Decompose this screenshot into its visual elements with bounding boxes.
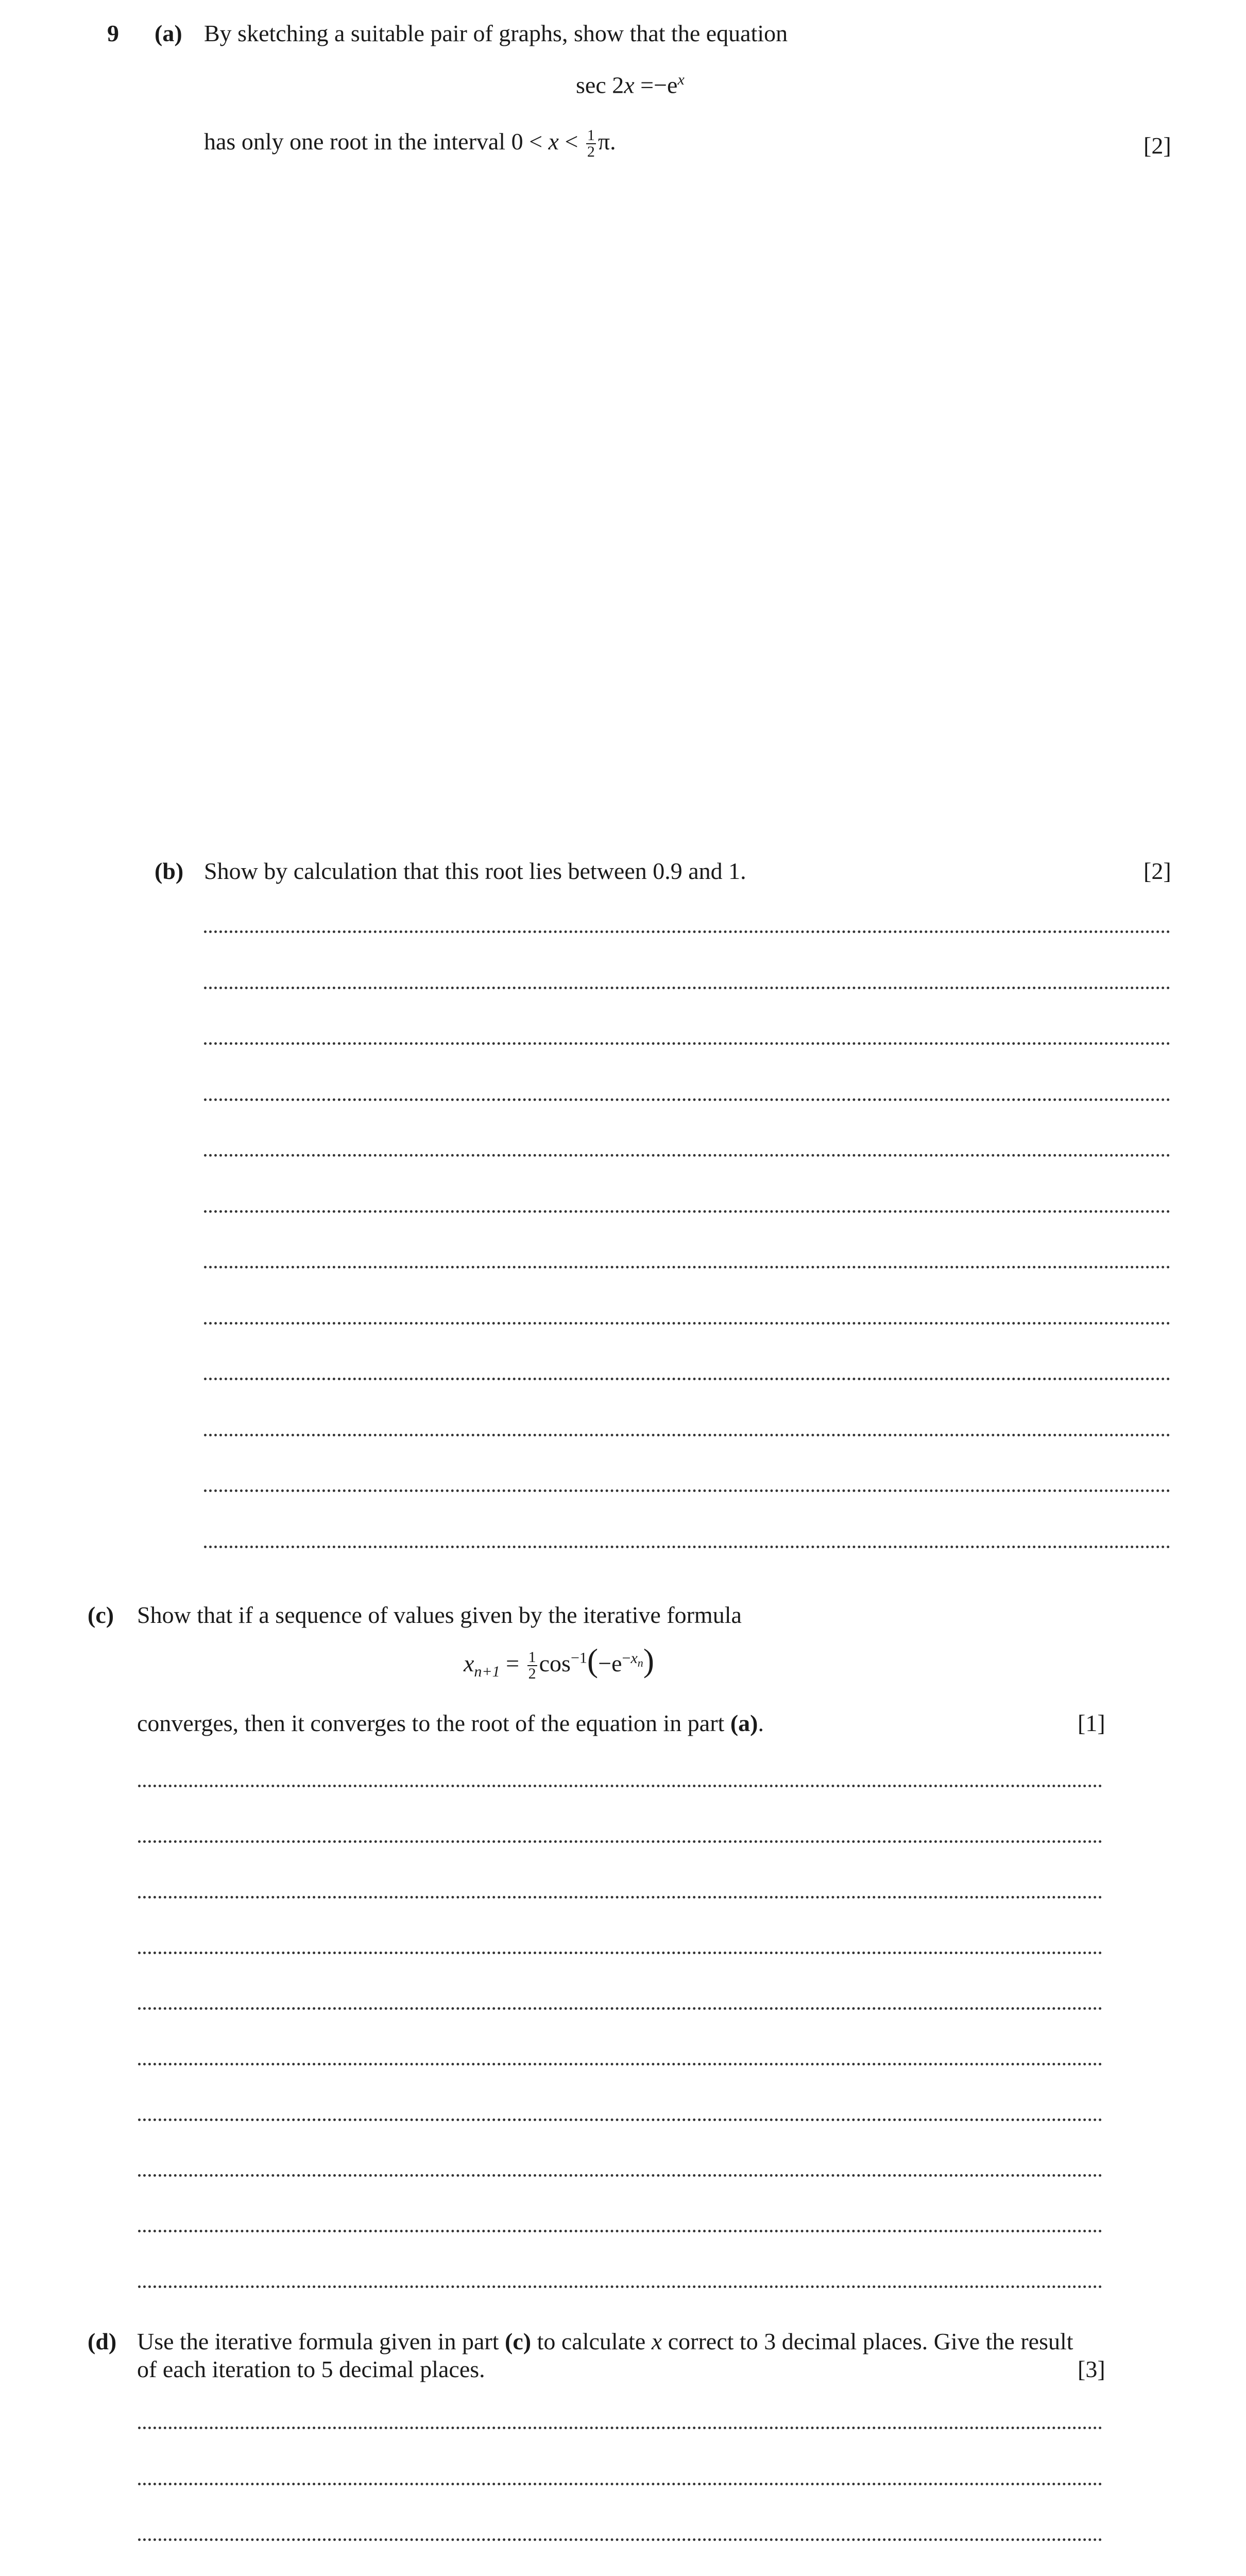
statement-var: x: [548, 128, 559, 155]
part-d-label: (d): [88, 2328, 117, 2354]
answer-line[interactable]: [138, 2483, 1102, 2485]
formula-fraction-numerator: 1: [528, 1649, 536, 1666]
formula-sub: n+1: [474, 1663, 500, 1681]
answer-line[interactable]: [204, 1434, 1170, 1436]
answer-line[interactable]: [204, 1546, 1170, 1548]
sketch-workspace[interactable]: [204, 175, 1172, 835]
part-a-equation: [576, 71, 685, 98]
part-c-text2-post: .: [758, 1710, 764, 1736]
statement-fraction: [586, 128, 596, 160]
formula-paren-open: (: [587, 1642, 599, 1679]
formula-inner: −e: [598, 1650, 622, 1676]
answer-line[interactable]: [138, 1896, 1102, 1899]
answer-line[interactable]: [138, 2119, 1102, 2121]
answer-line[interactable]: [138, 2063, 1102, 2065]
answer-line[interactable]: [204, 1098, 1170, 1101]
formula-cos: cos: [539, 1650, 571, 1676]
part-d-marks: [3]: [1078, 2356, 1105, 2382]
part-a-label: (a): [155, 20, 182, 46]
part-d-line1-var: x: [651, 2328, 662, 2354]
answer-line[interactable]: [204, 1322, 1170, 1325]
part-b-marks: [2]: [1143, 858, 1171, 884]
part-c-text2-pre: converges, then it converges to the root of the equation in part: [137, 1710, 725, 1736]
statement-pre: has only one root in the interval 0 <: [204, 128, 543, 155]
part-b-text: Show by calculation that this root lies between 0.9 and 1.: [204, 858, 746, 884]
formula-inner-exp-var: x: [630, 1649, 638, 1667]
fraction-denominator: 2: [587, 143, 595, 161]
part-c-text: Show that if a sequence of values given by the iterative formula: [137, 1602, 742, 1628]
answer-line[interactable]: [204, 1042, 1170, 1045]
part-a-marks: [2]: [1143, 132, 1171, 159]
part-b-label: (b): [155, 858, 184, 884]
part-c-text2-ref: (a): [730, 1710, 758, 1736]
answer-line[interactable]: [138, 1785, 1102, 1787]
part-d-line2: of each iteration to 5 decimal places.: [137, 2356, 485, 2382]
answer-line[interactable]: [204, 1266, 1170, 1268]
answer-line[interactable]: [204, 930, 1170, 933]
answer-line[interactable]: [204, 1210, 1170, 1213]
answer-line[interactable]: [138, 2427, 1102, 2429]
formula-eq: =: [500, 1650, 525, 1676]
formula-inner-exp-sub: n: [637, 1656, 643, 1669]
answer-line[interactable]: [138, 2538, 1102, 2541]
answer-line[interactable]: [204, 1154, 1170, 1157]
part-c-label: (c): [88, 1602, 114, 1628]
answer-line[interactable]: [204, 1378, 1170, 1380]
answer-line[interactable]: [138, 2285, 1102, 2288]
answer-line[interactable]: [138, 2007, 1102, 2010]
part-c-formula: [464, 1641, 654, 1682]
formula-fraction-denominator: 2: [528, 1665, 536, 1683]
statement-post: π.: [598, 128, 616, 155]
answer-line[interactable]: [204, 1489, 1170, 1492]
answer-line[interactable]: [138, 2174, 1102, 2177]
answer-line[interactable]: [138, 1840, 1102, 1843]
formula-fraction: [527, 1650, 537, 1682]
part-d-line1-pre: Use the iterative formula given in part: [137, 2328, 499, 2354]
statement-mid: <: [565, 128, 578, 155]
equation-exp: x: [677, 71, 685, 88]
question-number: 9: [107, 20, 119, 46]
formula-paren-close: ): [643, 1642, 655, 1679]
part-c-marks: [1]: [1078, 1710, 1105, 1736]
equation-lhs: sec 2: [576, 72, 624, 98]
formula-inner-exp-sign: −: [622, 1649, 631, 1667]
part-d-line1-ref: (c): [505, 2328, 532, 2354]
part-d-line1-mid: to calculate: [537, 2328, 646, 2354]
answer-line[interactable]: [138, 1952, 1102, 1954]
formula-x: x: [464, 1650, 474, 1676]
answer-line[interactable]: [138, 2230, 1102, 2232]
fraction-numerator: 1: [587, 127, 595, 144]
formula-cos-exp: −1: [570, 1649, 587, 1667]
part-d-line1: [137, 2328, 1105, 2355]
part-d-line1-post: correct to 3 decimal places. Give the result: [668, 2328, 1073, 2354]
part-c-text2: [137, 1709, 764, 1737]
part-a-statement: [204, 128, 616, 160]
equation-eq: =−e: [634, 72, 678, 98]
equation-var: x: [624, 72, 635, 98]
answer-line[interactable]: [204, 987, 1170, 989]
part-a-intro: By sketching a suitable pair of graphs, show that the equation: [204, 20, 788, 46]
